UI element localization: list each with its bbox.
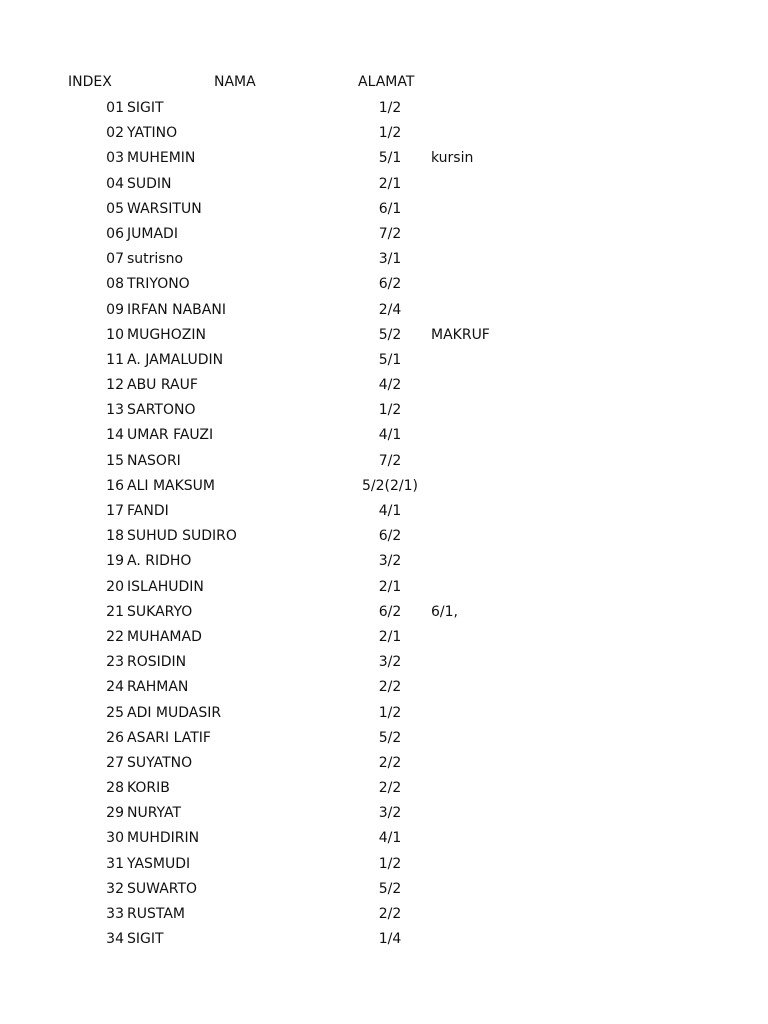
table-row [0,776,768,801]
row-nama: JUMADI [127,225,178,242]
row-index: 23 [106,654,124,671]
row-nama: WARSITUN [127,200,202,217]
table-row [0,701,768,726]
row-index: 34 [106,931,124,948]
table-row [0,449,768,474]
table-row [0,826,768,851]
row-nama: SUDIN [127,175,172,192]
row-nama: UMAR FAUZI [127,427,214,444]
row-index: 19 [106,553,124,570]
row-alamat: 3/2 [378,805,402,822]
row-nama: MUHEMIN [127,150,196,167]
row-alamat: 6/2 [378,528,402,545]
row-alamat: 5/1 [378,150,402,167]
row-index: 32 [106,880,124,897]
table-row [0,751,768,776]
row-note: kursin [431,150,474,167]
row-alamat: 7/2 [378,225,402,242]
row-nama: ADI MUDASIR [127,704,222,721]
row-index: 08 [106,276,124,293]
row-index: 33 [106,906,124,922]
row-nama: KORIB [127,780,170,797]
row-alamat: 5/2 [378,729,402,746]
row-nama: sutrisno [127,251,184,268]
row-alamat: 4/1 [378,427,402,444]
row-nama: NURYAT [127,805,182,822]
row-nama: MUHDIRIN [127,830,200,847]
row-index: 06 [106,225,124,242]
table-row [0,801,768,826]
row-alamat: 2/2 [378,679,402,696]
table-header [0,74,768,94]
table-row [0,625,768,650]
row-index: 12 [106,377,124,394]
row-nama: SUKARYO [127,603,193,620]
row-index: 04 [106,175,124,192]
table-row [0,146,768,171]
row-nama: SUWARTO [127,880,198,897]
table-row [0,474,768,499]
row-alamat: 4/1 [378,830,402,847]
row-nama: MUHAMAD [127,628,202,645]
row-nama: SARTONO [127,402,196,419]
row-index: 16 [106,477,124,494]
table-row [0,398,768,423]
row-alamat: 5/1 [378,351,402,368]
row-alamat: 6/1 [378,200,402,217]
table-body [0,96,768,952]
row-index: 05 [106,200,124,217]
row-index: 26 [106,729,124,746]
row-index: 17 [106,503,124,519]
row-index: 25 [106,704,124,721]
row-alamat: 2/2 [378,780,402,797]
row-alamat: 5/2 [378,880,402,897]
row-alamat: 2/1 [378,578,402,595]
row-index: 10 [106,326,124,343]
row-alamat: 1/4 [378,931,402,948]
row-nama: SIGIT [127,931,164,948]
row-nama: SIGIT [127,100,164,116]
row-nama: ISLAHUDIN [127,578,204,595]
row-alamat: 7/2 [378,452,402,469]
row-nama: ROSIDIN [127,654,187,671]
row-alamat: 3/2 [378,654,402,671]
table-row [0,121,768,146]
row-index: 11 [106,351,124,368]
row-alamat: 1/2 [378,402,402,419]
row-index: 09 [106,301,124,318]
row-nama: SUHUD SUDIRO [127,528,237,545]
table-row [0,222,768,247]
row-alamat: 2/1 [378,628,402,645]
row-alamat: 4/1 [378,503,402,519]
row-alamat: 4/2 [378,377,402,394]
table-row [0,575,768,600]
row-index: 15 [106,452,124,469]
row-nama: YASMUDI [127,855,191,872]
row-index: 30 [106,830,124,847]
table-row [0,600,768,625]
row-index: 18 [106,528,124,545]
row-index: 01 [106,100,124,116]
row-nama: YATINO [127,125,178,142]
row-index: 07 [106,251,124,268]
row-alamat: 6/2 [378,603,402,620]
row-alamat: 6/2 [378,276,402,293]
table-row [0,650,768,675]
row-note: MAKRUF [431,326,490,343]
row-nama: MUGHOZIN [127,326,206,343]
row-nama: ABU RAUF [127,377,198,394]
row-alamat: 2/4 [378,301,402,318]
header-nama: NAMA [214,74,256,90]
row-alamat: 1/2 [378,704,402,721]
row-alamat: 3/1 [378,251,402,268]
row-index: 28 [106,780,124,797]
table-row [0,927,768,952]
table-row [0,877,768,902]
row-index: 31 [106,855,124,872]
table-row [0,902,768,927]
row-nama: A. RIDHO [127,553,192,570]
row-alamat: 1/2 [378,855,402,872]
row-nama: SUYATNO [127,754,193,771]
row-nama: A. JAMALUDIN [127,351,224,368]
row-index: 29 [106,805,124,822]
table-row [0,272,768,297]
row-alamat: 2/1 [378,175,402,192]
header-index: INDEX [68,74,112,90]
row-index: 21 [106,603,124,620]
table-row [0,373,768,398]
row-alamat: 2/2 [378,754,402,771]
table-row [0,423,768,448]
row-index: 02 [106,125,124,142]
row-index: 24 [106,679,124,696]
table-row [0,96,768,121]
row-alamat: 2/2 [378,906,402,922]
table-row [0,323,768,348]
row-index: 20 [106,578,124,595]
row-nama: RUSTAM [127,906,185,922]
table-row [0,247,768,272]
row-nama: ASARI LATIF [127,729,211,746]
table-row [0,172,768,197]
row-alamat: 5/2(2/1) [362,477,418,494]
row-alamat: 1/2 [378,100,402,116]
table-row [0,348,768,373]
table-row [0,524,768,549]
row-nama: ALI MAKSUM [127,477,216,494]
row-index: 14 [106,427,124,444]
row-nama: TRIYONO [127,276,190,293]
table-row [0,499,768,524]
row-index: 03 [106,150,124,167]
row-nama: IRFAN NABANI [127,301,226,318]
table-row [0,852,768,877]
table-row [0,549,768,574]
table-row [0,675,768,700]
row-alamat: 3/2 [378,553,402,570]
table-row [0,197,768,222]
row-alamat: 5/2 [378,326,402,343]
row-nama: NASORI [127,452,181,469]
row-index: 27 [106,754,124,771]
row-index: 13 [106,402,124,419]
row-nama: RAHMAN [127,679,189,696]
row-index: 22 [106,628,124,645]
table-row [0,298,768,323]
table-row [0,726,768,751]
row-alamat: 1/2 [378,125,402,142]
header-alamat: ALAMAT [358,74,415,90]
row-note: 6/1, [431,603,458,620]
row-nama: FANDI [127,503,169,519]
